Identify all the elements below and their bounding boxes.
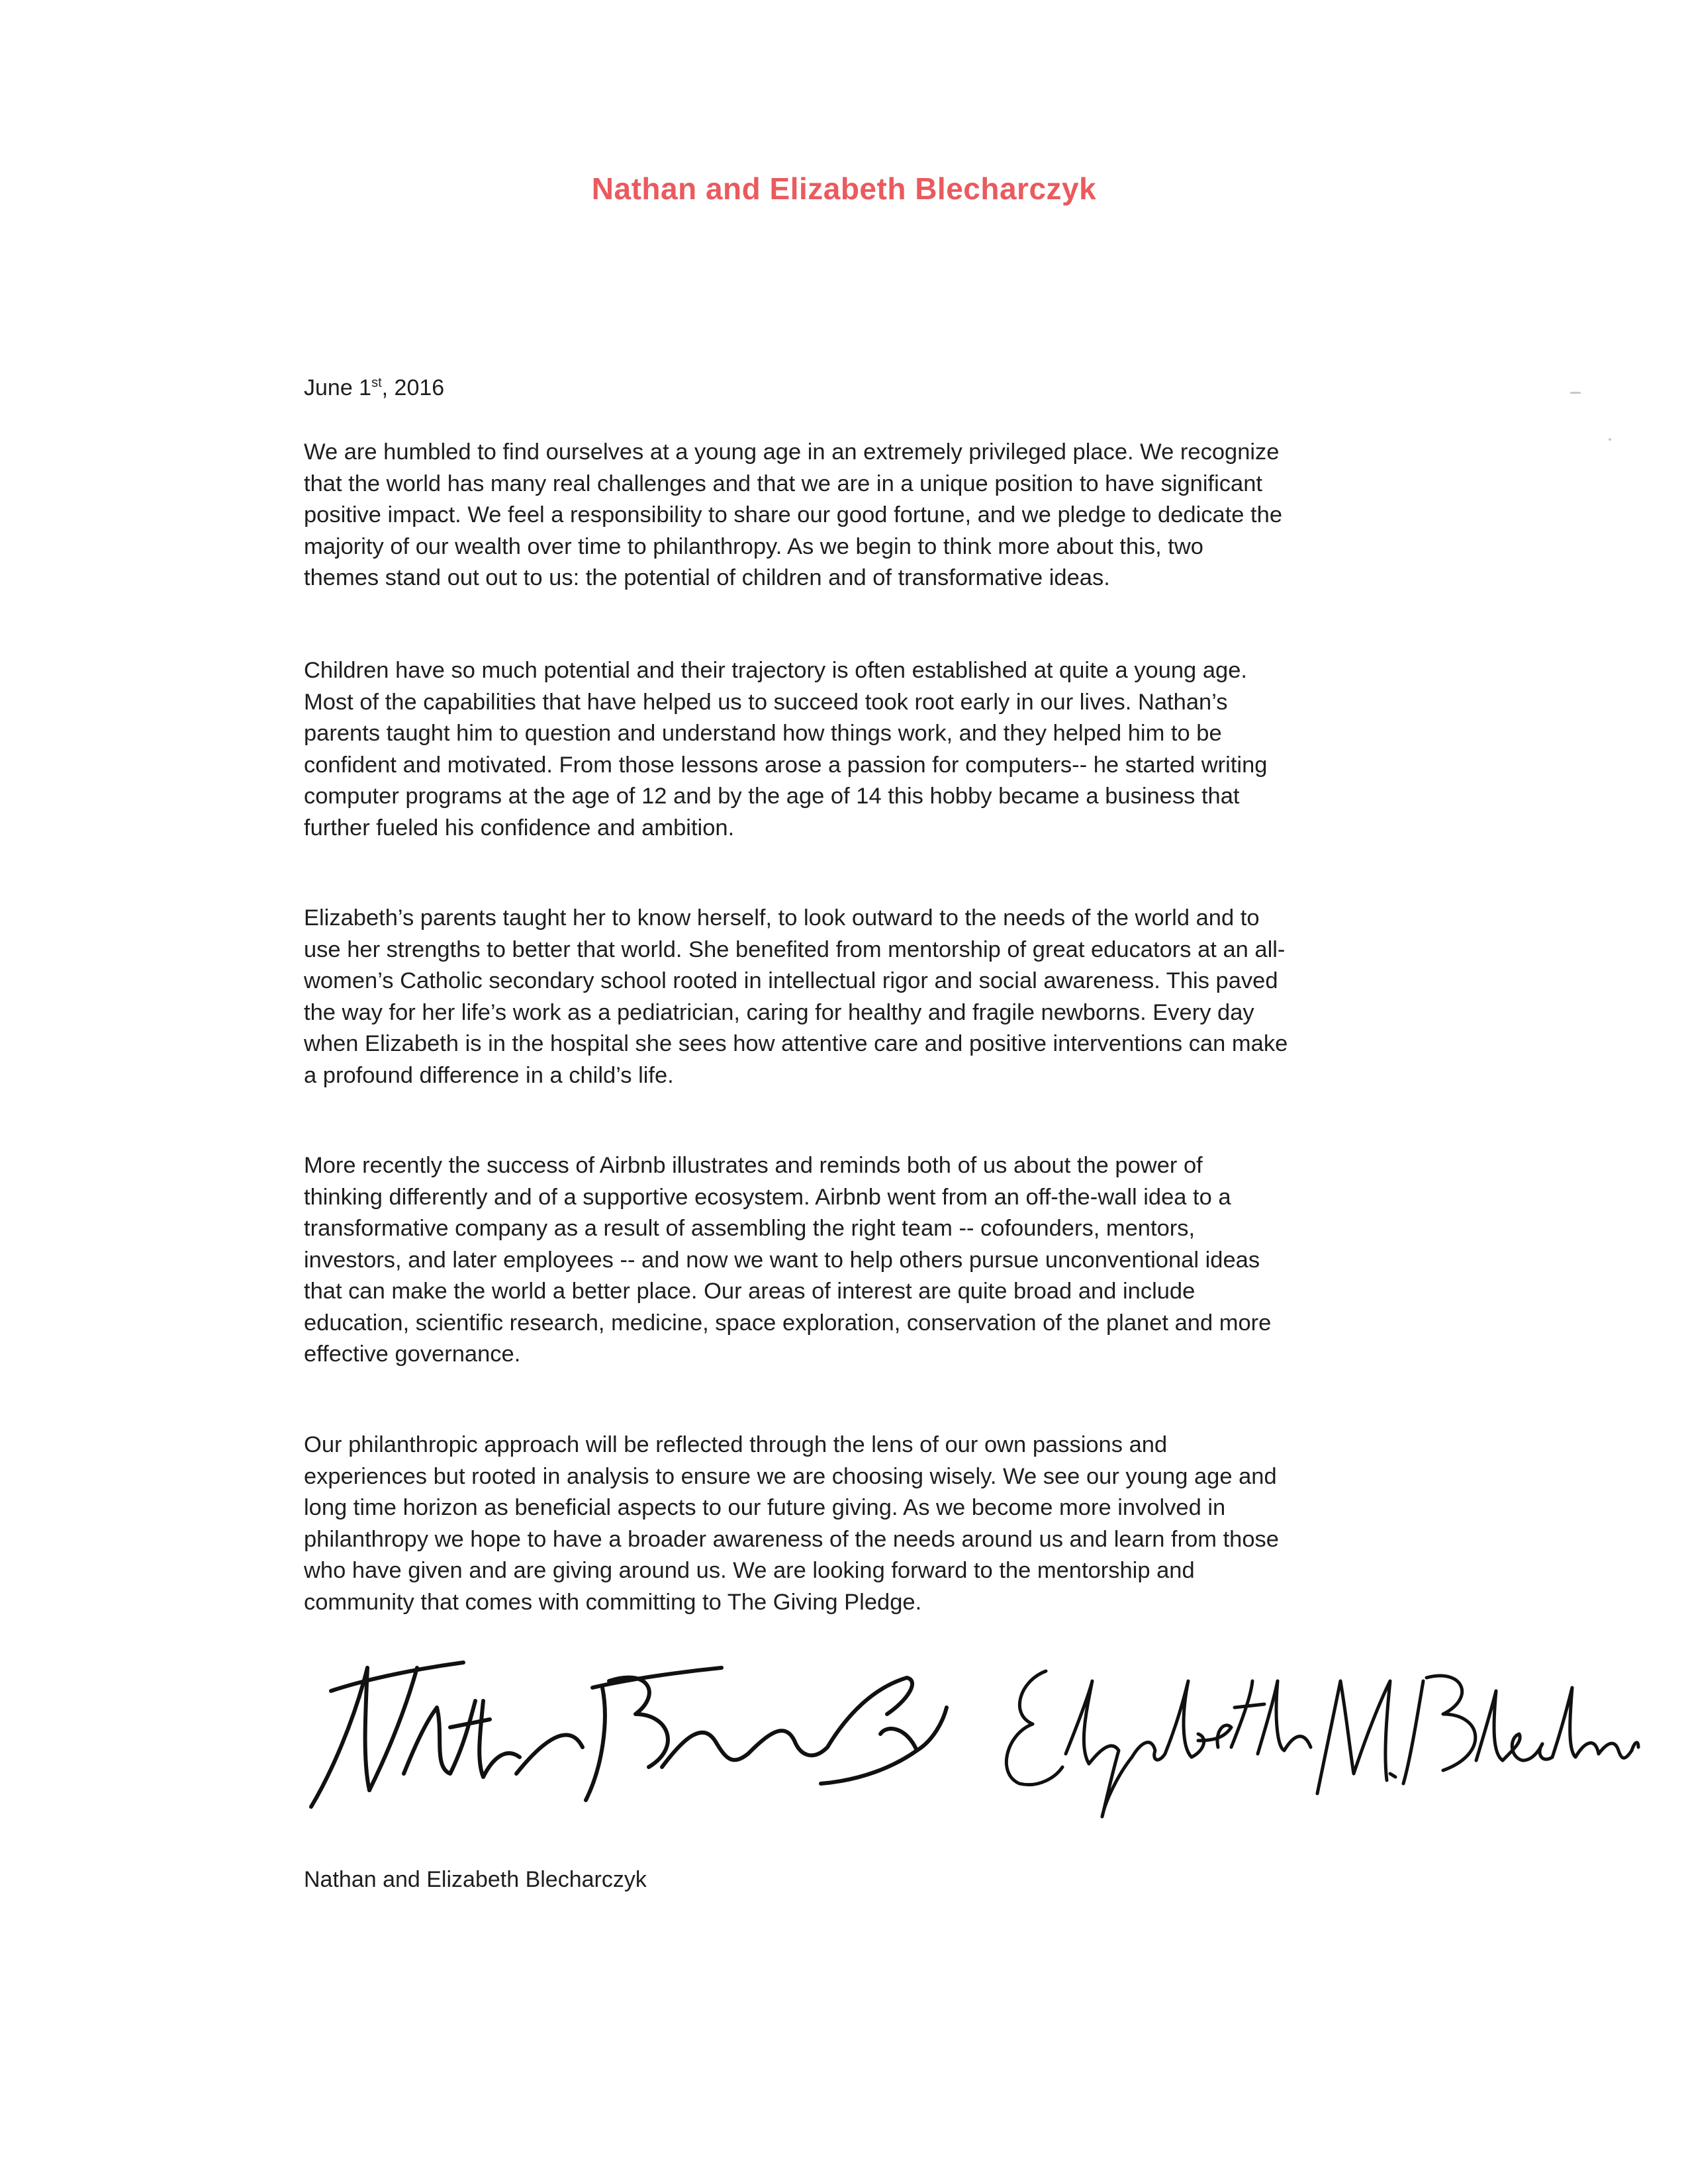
closing-name: Nathan and Elizabeth Blecharczyk [304,1867,647,1892]
scan-speck [1609,438,1611,441]
paragraph-elizabeth: Elizabeth’s parents taught her to know herself, to look outward to the needs of the world and to use her strengths to better that world. She benefited from mentorship of great educators at an all- women’s Catholic secondary school rooted in intellectual rigor and social awareness. This paved the way for her life’s work as a pediatrician, caring for healthy and fragile newborns. Every day when Elizabeth is in the hospital she sees how attentive care and positive interventions can make a profound difference in a child’s life. [304,905,1288,1088]
signature-elizabeth [1006,1671,1638,1817]
date-ordinal: st [371,375,382,390]
paragraph-approach: Our philanthropic approach will be reflected through the lens of our own passions and experiences but rooted in analysis to ensure we are choosing wisely. We see our young age and long time horizon as beneficial aspects to our future giving. As we become more involved in philanthropy we hope to have a broader awareness of the needs around us and learn from those who have given and are giving around us. We are looking forward to the mentorship and community that comes with committing to The Giving Pledge. [304,1432,1279,1615]
date-prefix: June 1 [304,375,372,400]
paragraph-children: Children have so much potential and their trajectory is often established at quite a young age. Most of the capabilities that have helped us to succeed took root early in our lives. Nathan’s parents taught him to question and understand how things work, and they helped him to be confident and motivated. From those lessons arose a passion for computers-- he started writing computer programs at the age of 12 and by the age of 14 this hobby became a business that further fueled his confidence and ambition. [304,658,1268,841]
paragraph-airbnb: More recently the success of Airbnb illustrates and reminds both of us about the power of thinking differently and of a supportive ecosystem. Airbnb went from an off-the-wall idea to a transformative company as a result of assembling the right team -- cofounders, mentors, investors, and later employees -- and now we want to help others pursue unconventional ideas that can make the world a better place. Our areas of interest are quite broad and include education, scientific research, medicine, space exploration, conservation of the planet and more effective governance. [304,1153,1272,1367]
date-suffix: , 2016 [381,375,445,400]
letter-date [304,372,444,404]
signature-block [291,1641,1642,1840]
paragraph-pledge: We are humbled to find ourselves at a young age in an extremely privileged place. We recognize that the world has many real challenges and that we are in a unique position to have significant positive impact. We feel a responsibility to share our good fortune, and we pledge to dedicate the majority of our wealth over time to philanthropy. As we begin to think more about this, two themes stand out out to us: the potential of children and of transformative ideas. [304,439,1283,590]
signature-nathan [311,1662,947,1807]
scan-speck [1570,392,1581,394]
letterhead-name: Nathan and Elizabeth Blecharczyk [591,171,1097,206]
